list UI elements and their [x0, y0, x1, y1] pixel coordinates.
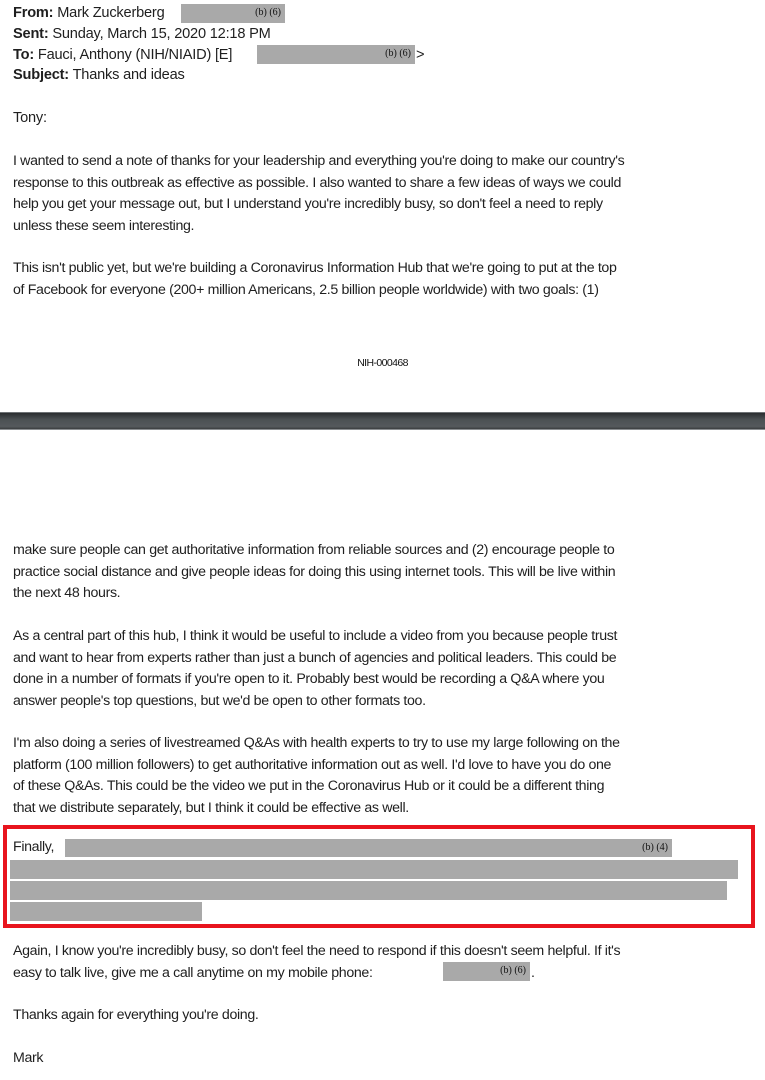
from-label: From:: [13, 5, 54, 21]
from-redaction: (b) (6): [181, 4, 285, 23]
para6-line: Again, I know you're incredibly busy, so don't feel the need to respond if this doesn't seem helpful. If it's: [13, 943, 621, 959]
greeting: Tony:: [13, 110, 47, 126]
bates-number: NIH-000468: [357, 357, 408, 369]
para4-line: done in a number of formats if you're open to it. Probably best would be recording a Q&A where you: [13, 671, 605, 687]
para5-line: I'm also doing a series of livestreamed Q&As with health experts to try to use my large following on the: [13, 735, 620, 751]
para4-line: and want to hear from experts rather than just a bunch of agencies and political leaders. This could be: [13, 649, 617, 666]
para3-line: practice social distance and give people ideas for doing this using internet tools. This will be live within: [13, 563, 616, 580]
from-value: Mark Zuckerberg: [57, 5, 165, 21]
para3-line: make sure people can get authoritative information from reliable sources and (2) encourage people to: [13, 542, 615, 558]
finally-lead: Finally,: [13, 839, 55, 855]
para2-line: This isn't public yet, but we're building a Coronavirus Information Hub that we're going to put at the top: [13, 260, 617, 276]
phone-redaction: (b) (6): [443, 962, 530, 981]
subject-line: [13, 65, 185, 86]
para1-line: I wanted to send a note of thanks for your leadership and everything you're doing to make our country's: [13, 153, 625, 169]
to-value: Fauci, Anthony (NIH/NIAID) [E]: [37, 47, 233, 63]
para5-line: of these Q&As. This could be the video we put in the Coronavirus Hub or it could be a different thing: [13, 778, 605, 794]
sent-value: Sunday, March 15, 2020 12:18 PM: [52, 26, 271, 42]
sent-line: [13, 24, 271, 45]
para1-line: unless these seem interesting.: [13, 217, 195, 234]
para4-line: answer people's top questions, but we'd be open to other formats too.: [13, 692, 426, 709]
to-redaction: (b) (6): [257, 45, 415, 64]
para5-line: platform (100 million followers) to get authoritative information out as well. I'd love to have you do one: [13, 756, 612, 773]
redaction-bar: [10, 860, 738, 879]
para1-line: response to this outbreak as effective as possible. I also wanted to share a few ideas of ways we could: [13, 174, 622, 191]
to-line: [13, 45, 232, 66]
para5-line: that we distribute separately, but I think it could be effective as well.: [13, 799, 409, 816]
para4-line: As a central part of this hub, I think it would be useful to include a video from you because people trust: [13, 628, 618, 644]
to-suffix: >: [416, 47, 425, 63]
para1-line: help you get your message out, but I understand you're incredibly busy, so don't feel a need to reply: [13, 196, 603, 212]
to-label: To:: [13, 47, 35, 63]
para6-end: .: [531, 964, 535, 981]
para6-line: easy to talk live, give me a call anytime on my mobile phone:: [13, 964, 373, 981]
closing-line: Thanks again for everything you're doing.: [13, 1007, 259, 1023]
page-divider: [0, 412, 765, 430]
para2-line: of Facebook for everyone (200+ million Americans, 2.5 billion people worldwide) with two goals: (1): [13, 281, 599, 298]
from-line: [13, 3, 165, 24]
redaction-bar: [10, 881, 727, 900]
subject-label: Subject:: [13, 67, 69, 83]
subject-value: Thanks and ideas: [72, 67, 185, 83]
sent-label: Sent:: [13, 26, 49, 42]
finally-redaction: (b) (4): [65, 839, 672, 857]
para3-line: the next 48 hours.: [13, 585, 121, 601]
signature: Mark: [13, 1050, 44, 1066]
redaction-bar: [10, 902, 202, 921]
